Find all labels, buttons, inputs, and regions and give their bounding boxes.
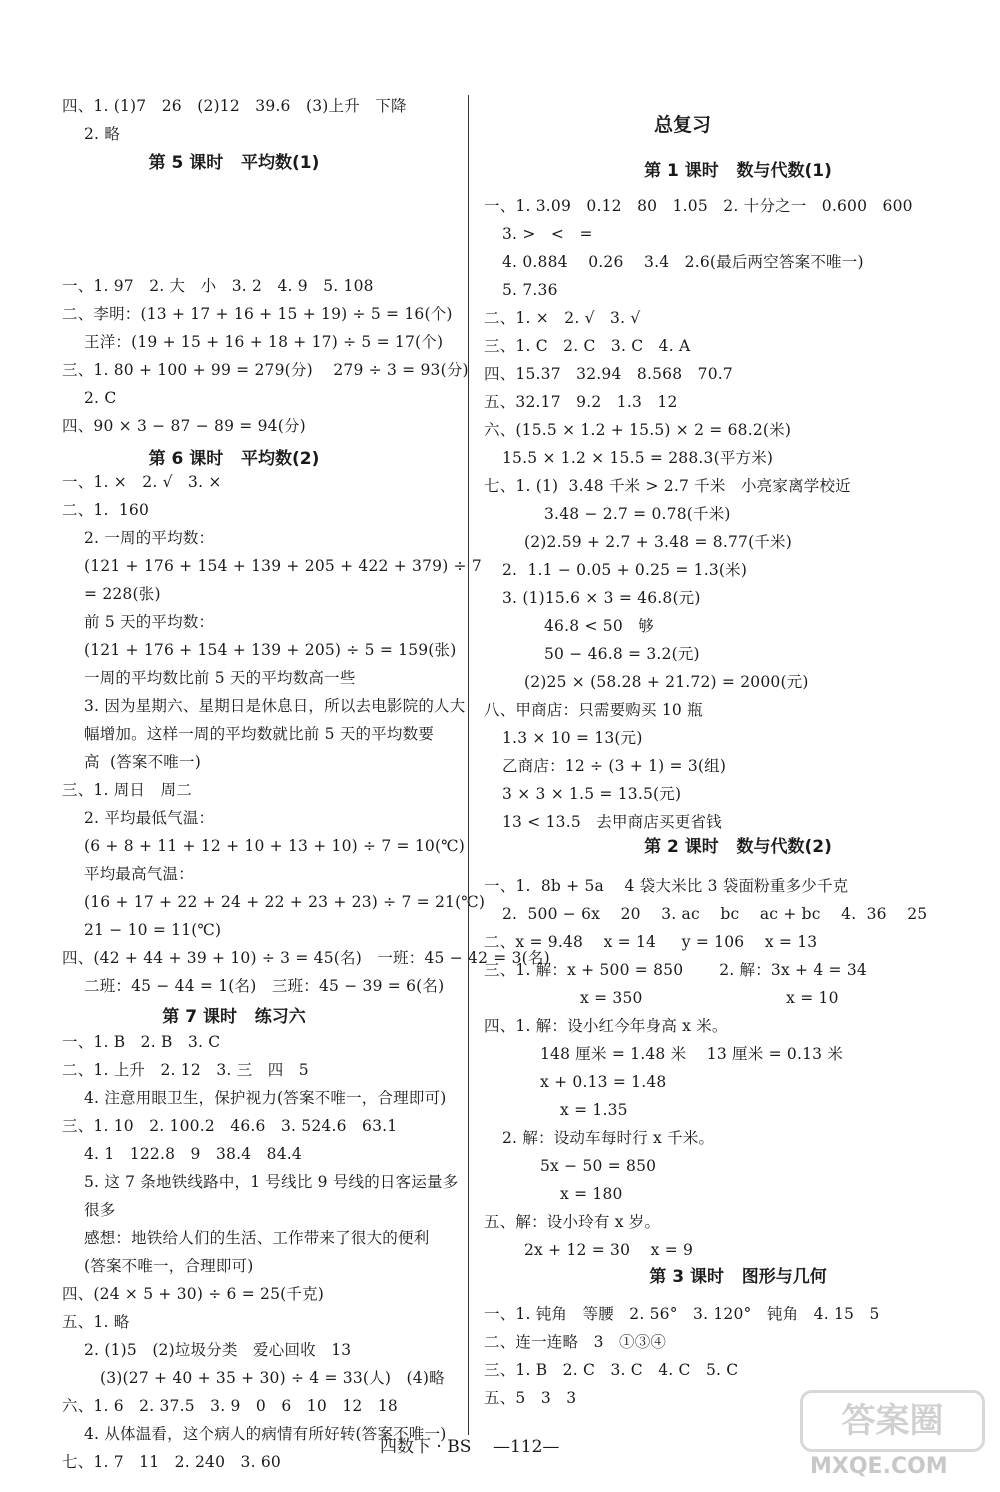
- answer-line: 13 < 13.5 去甲商店买更省钱: [502, 813, 722, 831]
- answer-line: x = 1.35: [560, 1101, 628, 1119]
- answer-line: 50 − 46.8 = 3.2(元): [544, 645, 700, 663]
- answer-line: 四、1. 解：设小红今年身高 x 米。: [484, 1017, 728, 1035]
- answer-line: (3)(27 + 40 + 35 + 30) ÷ 4 = 33(人) (4)略: [100, 1369, 445, 1387]
- answer-line: 三、1. 10 2. 100.2 46.6 3. 524.6 63.1: [62, 1117, 398, 1135]
- answer-line: 二、1. 160: [62, 501, 150, 519]
- answer-line: 六、(15.5 × 1.2 + 15.5) × 2 = 68.2(米): [484, 421, 792, 439]
- answer-line: 21 − 10 = 11(℃): [84, 921, 222, 939]
- answer-line: 四、(42 + 44 + 39 + 10) ÷ 3 = 45(名) 一班：45 − 42 = 3(名): [62, 949, 550, 967]
- answer-line: = 228(张): [84, 585, 161, 603]
- answer-line: 四、90 × 3 − 87 − 89 = 94(分): [62, 417, 306, 435]
- answer-line: 2. 略: [84, 125, 121, 143]
- answer-line: 一、1. 8b + 5a 4 袋大米比 3 袋面粉重多少千克: [484, 877, 849, 895]
- answer-line: 八、甲商店：只需要购买 10 瓶: [484, 701, 703, 719]
- answer-line: 3.48 − 2.7 = 0.78(千米): [544, 505, 731, 523]
- answer-line: 2. (1)5 (2)垃圾分类 爱心回收 13: [84, 1341, 352, 1359]
- answer-line: 六、1. 6 2. 37.5 3. 9 0 6 10 12 18: [62, 1397, 398, 1415]
- answer-line: x + 0.13 = 1.48: [540, 1073, 667, 1091]
- answer-line: 4. 从体温看，这个病人的病情有所好转(答案不唯一): [84, 1425, 447, 1443]
- column-divider: [468, 95, 469, 1435]
- answer-line: 感想：地铁给人们的生活、工作带来了很大的便利: [84, 1229, 430, 1247]
- answer-line: 三、1. C 2. C 3. C 4. A: [484, 337, 691, 355]
- answer-line: 5. 这 7 条地铁线路中，1 号线比 9 号线的日客运量多: [84, 1173, 459, 1191]
- answer-line: (121 + 176 + 154 + 139 + 205 + 422 + 379) ÷ 7: [84, 557, 482, 575]
- answer-line: (答案不唯一，合理即可): [84, 1257, 254, 1275]
- answer-line: 一、1. B 2. B 3. C: [62, 1033, 221, 1051]
- lesson-heading: 第 7 课时 练习六: [162, 1007, 306, 1027]
- answer-line: (2)25 × (58.28 + 21.72) = 2000(元): [524, 673, 809, 691]
- answer-line: 3. (1)15.6 × 3 = 46.8(元): [502, 589, 701, 607]
- answer-line: 七、1. 7 11 2. 240 3. 60: [62, 1453, 281, 1471]
- answer-line: 1.3 × 10 = 13(元): [502, 729, 643, 747]
- answer-line: 平均最高气温：: [84, 865, 194, 883]
- page-footer: 四数下 · BS —112—: [380, 1437, 560, 1457]
- answer-line: 前 5 天的平均数：: [84, 613, 215, 631]
- answer-line: 二、李明：(13 + 17 + 16 + 15 + 19) ÷ 5 = 16(个): [62, 305, 453, 323]
- answer-line: 3. 因为星期六、星期日是休息日，所以去电影院的人大: [84, 697, 466, 715]
- lesson-heading: 第 1 课时 数与代数(1): [644, 161, 832, 181]
- watermark-text: 答案圈: [800, 1390, 985, 1452]
- answer-line: 2x + 12 = 30 x = 9: [524, 1241, 694, 1259]
- answer-line: 王洋：(19 + 15 + 16 + 18 + 17) ÷ 5 = 17(个): [84, 333, 444, 351]
- lesson-heading: 第 6 课时 平均数(2): [148, 449, 320, 469]
- answer-line: x = 180: [560, 1185, 623, 1203]
- answer-line: 2. 平均最低气温：: [84, 809, 215, 827]
- answer-line: 15.5 × 1.2 × 15.5 = 288.3(平方米): [502, 449, 774, 467]
- lesson-heading: 第 3 课时 图形与几何: [649, 1267, 827, 1287]
- answer-line: 五、解：设小玲有 x 岁。: [484, 1213, 661, 1231]
- answer-line: 46.8 < 50 够: [544, 617, 654, 635]
- answer-line: 4. 注意用眼卫生，保护视力(答案不唯一，合理即可): [84, 1089, 447, 1107]
- answer-line: 一、1. 钝角 等腰 2. 56° 3. 120° 钝角 4. 15 5: [484, 1305, 880, 1323]
- watermark-logo: [800, 1390, 985, 1485]
- answer-line: 一、1. 3.09 0.12 80 1.05 2. 十分之一 0.600 600: [484, 197, 913, 215]
- lesson-heading: 第 5 课时 平均数(1): [148, 153, 320, 173]
- answer-line: 幅增加。这样一周的平均数就比前 5 天的平均数要: [84, 725, 435, 743]
- answer-line: 2. 1.1 − 0.05 + 0.25 = 1.3(米): [502, 561, 748, 579]
- answer-line: 一周的平均数比前 5 天的平均数高一些: [84, 669, 356, 687]
- answer-line: 2. 解：设动车每时行 x 千米。: [502, 1129, 715, 1147]
- answer-line: 2. 500 − 6x 20 3. ac bc ac + bc 4. 36 25: [502, 905, 928, 923]
- answer-line: 二、x = 9.48 x = 14 y = 106 x = 13: [484, 933, 818, 951]
- answer-line: 高 (答案不唯一): [84, 753, 201, 771]
- answer-line: 很多: [84, 1201, 116, 1219]
- answer-line: 五、5 3 3: [484, 1389, 577, 1407]
- answer-line: 3. > < =: [502, 225, 593, 243]
- answer-line: (6 + 8 + 11 + 12 + 10 + 13 + 10) ÷ 7 = 10(℃): [84, 837, 465, 855]
- answer-line: x = 350 x = 10: [580, 989, 839, 1007]
- section-title: 总复习: [654, 114, 712, 136]
- answer-line: 二、1. 上升 2. 12 3. 三 四 5: [62, 1061, 309, 1079]
- answer-line: (2)2.59 + 2.7 + 3.48 = 8.77(千米): [524, 533, 792, 551]
- answer-line: 2. C: [84, 389, 117, 407]
- answer-line: (16 + 17 + 22 + 24 + 22 + 23 + 23) ÷ 7 = 21(℃): [84, 893, 486, 911]
- answer-line: 5. 7.36: [502, 281, 558, 299]
- answer-line: 乙商店：12 ÷ (3 + 1) = 3(组): [502, 757, 727, 775]
- answer-line: 4. 1 122.8 9 38.4 84.4: [84, 1145, 302, 1163]
- answer-line: 二、连一连略 3 ①③④: [484, 1333, 667, 1351]
- answer-line: 四、1. (1)7 26 (2)12 39.6 (3)上升 下降: [62, 97, 407, 115]
- answer-line: 三、1. 解：x + 500 = 850 2. 解：3x + 4 = 34: [484, 961, 867, 979]
- answer-line: 三、1. 80 + 100 + 99 = 279(分) 279 ÷ 3 = 93(分): [62, 361, 469, 379]
- answer-line: 二班：45 − 44 = 1(名) 三班：45 − 39 = 6(名): [84, 977, 445, 995]
- answer-line: 三、1. 周日 周二: [62, 781, 192, 799]
- answer-line: 七、1. (1) 3.48 千米 > 2.7 千米 小亮家离学校近: [484, 477, 851, 495]
- answer-line: 一、1. 97 2. 大 小 3. 2 4. 9 5. 108: [62, 277, 374, 295]
- answer-line: 3 × 3 × 1.5 = 13.5(元): [502, 785, 682, 803]
- watermark-url: MXQE.COM: [810, 1454, 948, 1479]
- answer-line: 四、(24 × 5 + 30) ÷ 6 = 25(千克): [62, 1285, 325, 1303]
- answer-line: 4. 0.884 0.26 3.4 2.6(最后两空答案不唯一): [502, 253, 864, 271]
- lesson-heading: 第 2 课时 数与代数(2): [644, 837, 832, 857]
- answer-line: 四、15.37 32.94 8.568 70.7: [484, 365, 733, 383]
- answer-line: 2. 一周的平均数：: [84, 529, 215, 547]
- answer-line: 五、1. 略: [62, 1313, 130, 1331]
- answer-line: 148 厘米 = 1.48 米 13 厘米 = 0.13 米: [540, 1045, 844, 1063]
- answer-line: 五、32.17 9.2 1.3 12: [484, 393, 678, 411]
- answer-line: 一、1. × 2. √ 3. ×: [62, 473, 222, 491]
- answer-line: (121 + 176 + 154 + 139 + 205) ÷ 5 = 159(张): [84, 641, 457, 659]
- answer-line: 三、1. B 2. C 3. C 4. C 5. C: [484, 1361, 739, 1379]
- answer-line: 二、1. × 2. √ 3. √: [484, 309, 641, 327]
- answer-line: 5x − 50 = 850: [540, 1157, 657, 1175]
